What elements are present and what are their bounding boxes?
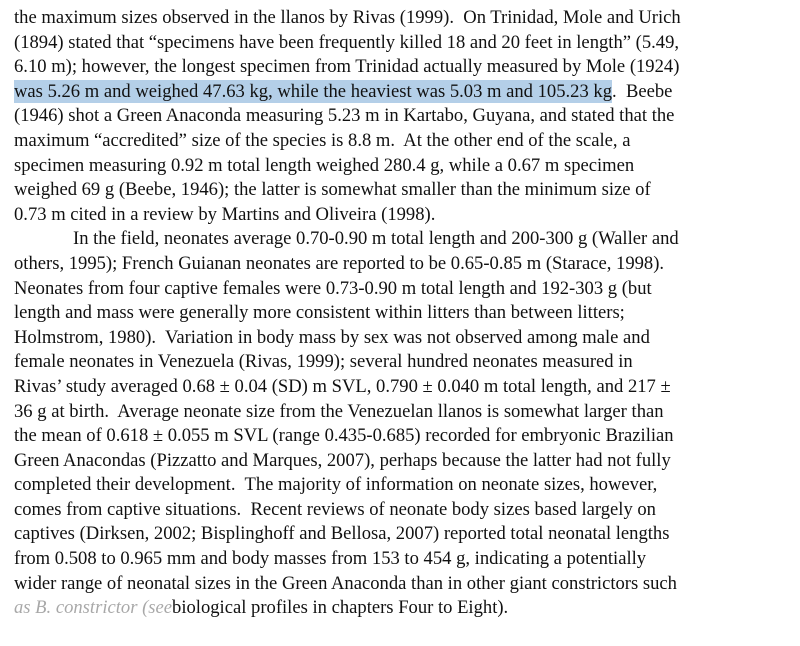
text-line-3: 6.10 m); however, the longest specimen from Trinidad actually measured by Mole (1924): [14, 56, 680, 78]
text-line-7: specimen measuring 0.92 m total length weighed 280.4 g, while a 0.67 m specimen: [14, 154, 635, 176]
text-line-24: wider range of neonatal sizes in the Green Anaconda than in other giant constrictors such: [14, 572, 677, 594]
text-line-15: female neonates in Venezuela (Rivas, 1999); several hundred neonates measured in: [14, 351, 633, 373]
text-line-16: Rivas’ study averaged 0.68 ± 0.04 (SD) m SVL, 0.790 ± 0.040 m total length, and 217 ±: [14, 375, 671, 397]
paragraph-start-line: In the field, neonates average 0.70-0.90 m total length and 200-300 g (Waller and: [73, 228, 679, 250]
text-line-8: weighed 69 g (Beebe, 1946); the latter is somewhat smaller than the minimum size of: [14, 179, 651, 201]
text-line-20: completed their development. The majority of information on neonate sizes, however,: [14, 474, 658, 496]
text-line-18: the mean of 0.618 ± 0.055 m SVL (range 0.435-0.685) recorded for embryonic Brazilian: [14, 425, 674, 447]
text-line-11: others, 1995); French Guianan neonates are reported to be 0.65-0.85 m (Starace, 1998).: [14, 252, 665, 274]
text-line-14: Holmstrom, 1980). Variation in body mass by sex was not observed among male and: [14, 326, 650, 348]
text-line-2: (1894) stated that “specimens have been frequently killed 18 and 20 feet in length” (5.49,: [14, 31, 680, 53]
document-page: [14, 6, 794, 621]
watermark-overlay: as B. constrictor (see: [14, 597, 173, 619]
text-line-25: [14, 596, 794, 621]
text-selection-highlight[interactable]: was 5.26 m and weighed 47.63 kg, while the heaviest was 5.03 m and 105.23 kg: [14, 80, 612, 102]
text-line-23: from 0.508 to 0.965 mm and body masses from 153 to 454 g, indicating a potentially: [14, 548, 647, 570]
text-line-4: [14, 80, 794, 105]
text-line-13: length and mass were generally more consistent within litters than between litters;: [14, 302, 625, 324]
text-line-22: captives (Dirksen, 2002; Bisplinghoff and Bellosa, 2007) reported total neonatal lengths: [14, 523, 670, 545]
text-line-25-rest: biological profiles in chapters Four to Eight).: [172, 597, 509, 619]
text-line-21: comes from captive situations. Recent reviews of neonate body sizes based largely on: [14, 498, 656, 520]
text-line-12: Neonates from four captive females were 0.73-0.90 m total length and 192-303 g (but: [14, 277, 652, 299]
text-line-1: the maximum sizes observed in the llanos by Rivas (1999). On Trinidad, Mole and Urich: [14, 7, 681, 28]
text-line-5: (1946) shot a Green Anaconda measuring 5.23 m in Kartabo, Guyana, and stated that the: [14, 105, 675, 127]
text-line-4-rest: . Beebe: [612, 80, 673, 102]
text-line-9: 0.73 m cited in a review by Martins and Oliveira (1998).: [14, 203, 436, 225]
text-line-6: maximum “accredited” size of the species is 8.8 m. At the other end of the scale, a: [14, 129, 631, 151]
text-line-19: Green Anacondas (Pizzatto and Marques, 2007), perhaps because the latter had not fully: [14, 449, 671, 471]
text-line-17: 36 g at birth. Average neonate size from the Venezuelan llanos is somewhat larger than: [14, 400, 664, 422]
